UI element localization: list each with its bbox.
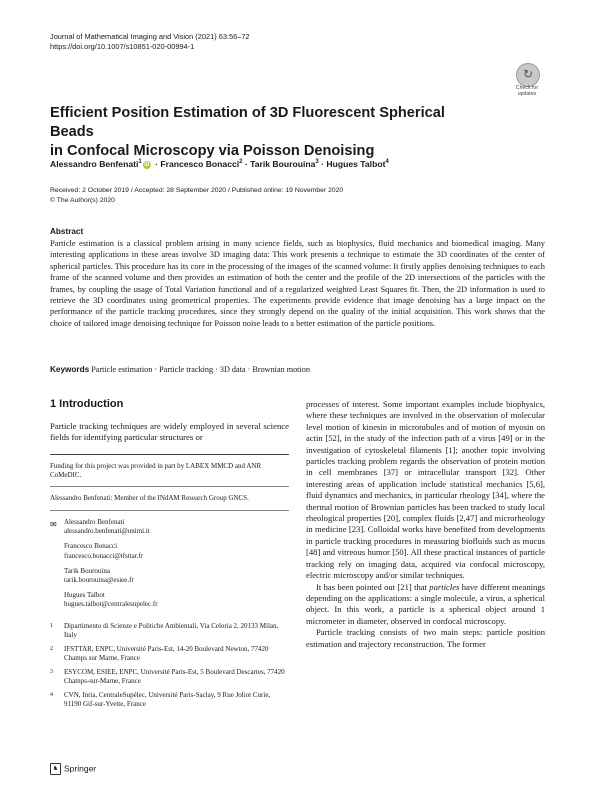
author-name[interactable]: Tarik Bourouina: [250, 158, 316, 169]
keywords-label: Keywords: [50, 365, 90, 374]
contact-email[interactable]: tarik.bourouina@esiee.fr: [64, 576, 134, 585]
springer-horse-icon: ♞: [50, 763, 61, 775]
publication-dates: Received: 2 October 2019 / Accepted: 28 September 2020 / Published online: 19 November 2020 © The Author(s) 2020: [50, 187, 344, 204]
keywords-list: Particle estimation · Particle tracking · 3D data · Brownian motion: [91, 365, 310, 374]
doi-link[interactable]: https://doi.org/10.1007/s10851-020-00994-1: [50, 42, 195, 51]
author-list: Alessandro Benfenati$^1$ iD · Francesco Bonacci$^2$ · Tarik Bourouina$^3$ · Hugues Talbot$^4$: [50, 158, 389, 169]
intro-paragraph: processes of interest. Some important examples include biophysics, where these techniques are involved in the observation of molecular level motion of kinesin in microtubules and of motion of myosin on actin [52], in the study of the infection path of a virus [49] or in the investigation of cytoskeletal filaments [1]; another topic involving particles tracking problem regards the observation of protein motion in cell membranes [37] or intracellular transport [32]. Other interesting areas of application include statistical mechanics [5,6], fluid dynamics and mechanics, in particular rheology [34], where the thermal motion of Brownian particles has been tracked to study local rheological properties [20], complex fluids [2,47] and microrheology in medicine [23]. Colloidal works have benefited from developments in particle tracking procedures in measuring biofluids such as mucus [48] and vitreous humor [50]. All these practical instances of particle tracking rely on imaging data, acquired via confocal microscopy, electric microscopy and/or similar techniques.: [306, 399, 545, 581]
author-name[interactable]: Francesco Bonacci: [160, 158, 240, 169]
orcid-icon[interactable]: iD: [144, 161, 150, 168]
intro-column-two: [306, 399, 545, 650]
paper-title: Efficient Position Estimation of 3D Fluorescent Spherical Beads in Confocal Microscopy via Poisson Denoising: [50, 105, 445, 159]
email-icon: ✉: [50, 520, 57, 529]
contact-name: Hugues Talbot: [64, 591, 105, 600]
contact-name: Tarik Bourouina: [64, 566, 110, 575]
author-name[interactable]: Hugues Talbot: [326, 158, 386, 169]
contact-name: Francesco Bonacci: [64, 542, 118, 551]
contact-email[interactable]: alessandro.benfenati@unimi.it: [64, 527, 150, 536]
keywords: [50, 364, 545, 375]
update-icon: ↻: [516, 63, 540, 87]
publisher-footer: [50, 763, 96, 775]
abstract-heading: Abstract: [50, 227, 84, 236]
funding-note: Funding for this project was provided in part by LABEX MMCD and ANR CoMeDIC.: [50, 462, 262, 480]
author-name[interactable]: Alessandro Benfenati: [50, 158, 139, 169]
membership-note: Alessandro Benfenati: Member of the INdAM Research Group GNCS.: [50, 494, 249, 502]
contact-name: Alessandro Benfenati: [64, 518, 125, 526]
check-for-updates-badge[interactable]: ↻ Check for updates: [510, 63, 544, 99]
contact-block: [64, 518, 289, 610]
publisher-name: Springer: [64, 763, 97, 774]
contact-email[interactable]: francesco.bonacci@ifsttar.fr: [64, 551, 144, 560]
intro-paragraph-start: Particle tracking techniques are widely employed in several science fields for identifying particular structures or: [50, 421, 289, 443]
journal-citation: Journal of Mathematical Imaging and Vision (2021) 63:56–72: [50, 32, 250, 41]
intro-paragraph: Particle tracking consists of two main steps: particle position estimation and trajectory reconstruction. The former: [306, 627, 545, 649]
journal-header: [50, 32, 250, 52]
footnote-divider: [50, 454, 289, 455]
abstract-text: Particle estimation is a classical problem arising in many science fields, such as biophysics, fluid mechanics and biomedical imaging. Many interesting applications in these areas involve 3D imaging data: This work presents a technique to estimate the 3D coordinates of the center of spherical particles. This procedure has its core in the processing of the images of the scanned volume: It firstly applies denoising techniques to each frame of the scanned volume and then provides an estimation of both the center and the profile of the 2D intersections of the particles with the frames, by coupling the usage of Total Variation functional and of a regularized weighted Least Squares fit. Then, the 2D information is used to retrieve the 3D coordinates using geometrical properties. The experiments provide evidence that image denoising has a large impact on the performance of the particle tracking procedures, since they strongly depend on the quality of the initial acquisition. This work shows that the choice of tailored image denoising technique for Poisson noise leads to a better estimation of the particle positions.: [50, 239, 545, 328]
intro-paragraph: It has been pointed out [21] that particles have different meanings depending on the applications: a single molecule, a virus, a spherical object. In this work, a particle is a spherical object around 1 micrometer in diameter, observed in confocal microscopy.: [306, 581, 545, 626]
section-title: 1 Introduction: [50, 398, 124, 410]
contact-email[interactable]: hugues.talbot@centralesupelec.fr: [64, 600, 158, 609]
